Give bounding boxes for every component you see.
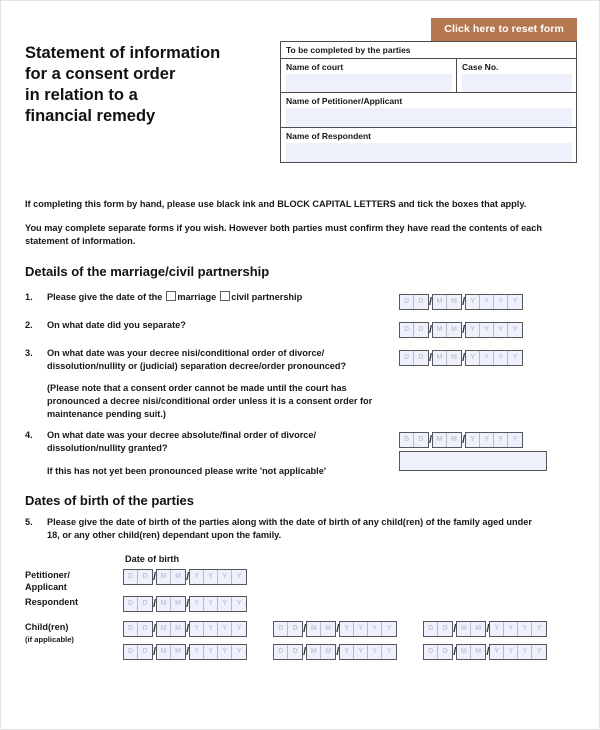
dob-date-petitioner-1-year-box-3[interactable]: Y xyxy=(218,570,232,584)
not-applicable-input[interactable] xyxy=(399,451,547,471)
dob-fields-respondent xyxy=(123,596,247,612)
question-4-text: On what date was your decree absolute/final order of divorce/ dissolution/nullity granted? xyxy=(47,430,317,453)
dob-date-petitioner-1-month-box-2[interactable]: M xyxy=(171,570,185,584)
date-q3-day-box-2[interactable]: D xyxy=(414,351,428,365)
date-q3[interactable] xyxy=(399,350,523,366)
dob-date-children-2-3-day[interactable] xyxy=(423,644,453,660)
dob-date-children-1-1[interactable] xyxy=(123,621,247,637)
reset-form-button[interactable]: Click here to reset form xyxy=(431,18,577,41)
dob-date-children-1-2-month-box-1[interactable]: M xyxy=(307,622,321,636)
dob-date-children-2-3-day-box-2[interactable]: D xyxy=(438,645,452,659)
dob-date-children-2-3-day-box-1[interactable]: D xyxy=(424,645,438,659)
dob-date-children-1-2-year-box-1[interactable]: Y xyxy=(340,622,354,636)
question-1-text xyxy=(47,291,385,304)
dob-label-respondent xyxy=(25,596,123,609)
date-q1-year-box-2[interactable]: Y xyxy=(480,295,494,309)
dob-date-children-1-3-year-box-2[interactable]: Y xyxy=(504,622,518,636)
dob-date-children-2-3-separator-1: / xyxy=(453,646,457,658)
dob-date-respondent-1-year-box-3[interactable]: Y xyxy=(218,597,232,611)
dob-fields-children-1 xyxy=(123,621,547,637)
date-q4-day-box-1[interactable]: D xyxy=(400,433,414,447)
date-q2[interactable] xyxy=(399,322,523,338)
dob-date-children-2-3-month[interactable] xyxy=(456,644,486,660)
dob-date-petitioner-1-day-box-1[interactable]: D xyxy=(124,570,138,584)
date-q2-separator-2: / xyxy=(462,324,466,336)
dob-date-children-2-3-year-box-1[interactable]: Y xyxy=(490,645,504,659)
dob-date-children-2-1-day[interactable] xyxy=(123,644,153,660)
date-q1-month-box-2[interactable]: M xyxy=(447,295,461,309)
dob-row-petitioner xyxy=(25,569,247,593)
respondent-cell xyxy=(281,128,576,162)
dob-date-respondent-1[interactable] xyxy=(123,596,247,612)
page-title-line-1: Statement of information xyxy=(25,44,221,62)
dob-date-children-1-2-year[interactable] xyxy=(339,621,397,637)
date-q4[interactable] xyxy=(399,432,523,448)
court-details-table xyxy=(280,41,577,163)
dob-date-children-1-3-separator-1: / xyxy=(453,623,457,635)
dob-date-children-2-2-year-box-1[interactable]: Y xyxy=(340,645,354,659)
dob-date-respondent-1-year[interactable] xyxy=(189,596,247,612)
dob-date-children-2-1-month[interactable] xyxy=(156,644,186,660)
dob-date-children-2-2-day-box-1[interactable]: D xyxy=(274,645,288,659)
dob-row-children-2 xyxy=(25,644,547,660)
question-1-prompt: Please give the date of the xyxy=(47,292,163,302)
checkbox-marriage[interactable] xyxy=(166,291,176,301)
dob-label-petitioner xyxy=(25,569,123,593)
dob-date-petitioner-1-separator-2: / xyxy=(186,571,190,583)
dob-date-petitioner-1-month[interactable] xyxy=(156,569,186,585)
date-q3-month[interactable] xyxy=(432,350,462,366)
date-q4-month-box-1[interactable]: M xyxy=(433,433,447,447)
date-q4-year[interactable] xyxy=(465,432,523,448)
dob-date-children-1-1-separator-1: / xyxy=(153,623,157,635)
dob-date-petitioner-1[interactable] xyxy=(123,569,247,585)
case-no-input[interactable] xyxy=(462,74,572,92)
respondent-row xyxy=(281,128,576,162)
date-q2-month-box-1[interactable]: M xyxy=(433,323,447,337)
dob-column-header: Date of birth xyxy=(125,554,180,564)
date-q2-year-box-1[interactable]: Y xyxy=(466,323,480,337)
dob-date-respondent-1-month-box-2[interactable]: M xyxy=(171,597,185,611)
dob-date-children-2-2[interactable] xyxy=(273,644,397,660)
dob-date-children-1-2-month[interactable] xyxy=(306,621,336,637)
date-q4-year-box-4[interactable]: Y xyxy=(508,433,522,447)
dob-date-children-2-3-year-box-2[interactable]: Y xyxy=(504,645,518,659)
dob-date-children-1-3-month-box-2[interactable]: M xyxy=(471,622,485,636)
dob-date-children-1-3-day[interactable] xyxy=(423,621,453,637)
date-q1-month[interactable] xyxy=(432,294,462,310)
page-title-line-4: financial remedy xyxy=(25,107,156,125)
dob-date-children-1-2-day[interactable] xyxy=(273,621,303,637)
dob-date-children-2-2-year[interactable] xyxy=(339,644,397,660)
date-q1-day-box-2[interactable]: D xyxy=(414,295,428,309)
question-4 xyxy=(25,429,395,478)
date-q2-year-box-4[interactable]: Y xyxy=(508,323,522,337)
dob-date-children-2-3-year-box-4[interactable]: Y xyxy=(532,645,546,659)
dob-date-children-2-3-separator-2: / xyxy=(486,646,490,658)
page-title-line-3: in relation to a xyxy=(25,86,138,104)
date-q2-month[interactable] xyxy=(432,322,462,338)
dob-date-children-1-3-separator-2: / xyxy=(486,623,490,635)
dob-date-petitioner-1-year-box-1[interactable]: Y xyxy=(190,570,204,584)
dob-date-petitioner-1-year[interactable] xyxy=(189,569,247,585)
date-q2-day-box-1[interactable]: D xyxy=(400,323,414,337)
dob-date-children-1-1-year[interactable] xyxy=(189,621,247,637)
instruction-paragraph-1: If completing this form by hand, please use black ink and BLOCK CAPITAL LETTERS and tick the boxes that apply. xyxy=(25,199,527,209)
date-q4-separator-2: / xyxy=(462,434,466,446)
checkbox-marriage-label: marriage xyxy=(177,292,217,302)
dob-date-children-1-3-year-box-4[interactable]: Y xyxy=(532,622,546,636)
dob-date-children-2-2-separator-1: / xyxy=(303,646,307,658)
date-q3-year-box-2[interactable]: Y xyxy=(480,351,494,365)
question-2-text: On what date did you separate? xyxy=(47,320,186,330)
dob-label-line-1: Respondent xyxy=(25,597,79,607)
checkbox-civil-partnership[interactable] xyxy=(220,291,230,301)
date-q2-separator-1: / xyxy=(429,324,433,336)
dob-date-children-1-1-day-box-2[interactable]: D xyxy=(138,622,152,636)
dob-date-children-2-1-separator-1: / xyxy=(153,646,157,658)
dob-date-children-2-1-year[interactable] xyxy=(189,644,247,660)
dob-label-line-1: Child(ren) xyxy=(25,622,69,632)
dob-date-children-2-3-year-box-3[interactable]: Y xyxy=(518,645,532,659)
dob-label-children-2 xyxy=(25,644,123,645)
dob-date-respondent-1-separator-2: / xyxy=(186,598,190,610)
dob-date-children-1-2-separator-2: / xyxy=(336,623,340,635)
dob-date-children-1-2-month-box-2[interactable]: M xyxy=(321,622,335,636)
name-of-court-cell xyxy=(281,59,457,92)
date-q1-year-box-4[interactable]: Y xyxy=(508,295,522,309)
date-q3-month-box-1[interactable]: M xyxy=(433,351,447,365)
dob-date-respondent-1-day-box-1[interactable]: D xyxy=(124,597,138,611)
question-5-text: Please give the date of birth of the parties along with the date of birth of any child(ren) of the family aged under 18, or any other child(ren) dependant upon the family. xyxy=(47,517,532,540)
date-q2-day[interactable] xyxy=(399,322,429,338)
dob-row-respondent xyxy=(25,596,247,612)
question-3-note: (Please note that a consent order cannot be made until the court has pronounced a decree nisi/conditional order unless it is a consent order for maintenance pending suit.) xyxy=(47,383,373,419)
dob-date-children-1-3-year-box-1[interactable]: Y xyxy=(490,622,504,636)
date-q3-separator-2: / xyxy=(462,352,466,364)
dob-date-children-2-1-separator-2: / xyxy=(186,646,190,658)
dob-date-children-2-2-month-box-1[interactable]: M xyxy=(307,645,321,659)
question-1 xyxy=(25,291,385,304)
case-no-cell xyxy=(457,59,576,92)
page-title xyxy=(25,41,275,127)
date-q3-month-box-2[interactable]: M xyxy=(447,351,461,365)
name-of-court-input[interactable] xyxy=(286,74,452,92)
dob-date-petitioner-1-year-box-4[interactable]: Y xyxy=(232,570,246,584)
date-q1-separator-2: / xyxy=(462,296,466,308)
court-table-caption: To be completed by the parties xyxy=(281,42,576,59)
dob-date-children-2-2-separator-2: / xyxy=(336,646,340,658)
question-3-number: 3. xyxy=(25,348,33,358)
dob-date-children-2-1-year-box-2[interactable]: Y xyxy=(204,645,218,659)
date-q1-year-box-1[interactable]: Y xyxy=(466,295,480,309)
petitioner-row xyxy=(281,93,576,128)
date-q1-separator-1: / xyxy=(429,296,433,308)
dob-date-respondent-1-year-box-1[interactable]: Y xyxy=(190,597,204,611)
dob-date-respondent-1-month-box-1[interactable]: M xyxy=(157,597,171,611)
dob-date-respondent-1-day[interactable] xyxy=(123,596,153,612)
dob-date-children-2-2-year-box-4[interactable]: Y xyxy=(382,645,396,659)
question-1-number: 1. xyxy=(25,292,33,302)
date-q1-month-box-1[interactable]: M xyxy=(433,295,447,309)
date-q3-day[interactable] xyxy=(399,350,429,366)
date-q2-year-box-2[interactable]: Y xyxy=(480,323,494,337)
date-q1-year-box-3[interactable]: Y xyxy=(494,295,508,309)
date-field-q4[interactable] xyxy=(399,428,523,448)
date-q4-separator-1: / xyxy=(429,434,433,446)
dob-date-children-2-1-day-box-2[interactable]: D xyxy=(138,645,152,659)
date-q3-year-box-3[interactable]: Y xyxy=(494,351,508,365)
question-5-number: 5. xyxy=(25,517,33,527)
dob-date-children-2-3[interactable] xyxy=(423,644,547,660)
dob-date-children-1-2-year-box-4[interactable]: Y xyxy=(382,622,396,636)
petitioner-cell xyxy=(281,93,576,127)
date-q4-year-box-2[interactable]: Y xyxy=(480,433,494,447)
dob-label-line-1: Petitioner/ xyxy=(25,570,70,580)
date-q1-year[interactable] xyxy=(465,294,523,310)
dob-date-respondent-1-separator-1: / xyxy=(153,598,157,610)
date-q3-year-box-1[interactable]: Y xyxy=(466,351,480,365)
dob-date-children-1-1-month-box-2[interactable]: M xyxy=(171,622,185,636)
date-q2-year[interactable] xyxy=(465,322,523,338)
dob-date-children-2-2-month-box-2[interactable]: M xyxy=(321,645,335,659)
dob-date-children-1-1-separator-2: / xyxy=(186,623,190,635)
dob-date-children-1-3-month[interactable] xyxy=(456,621,486,637)
dob-date-children-2-3-month-box-1[interactable]: M xyxy=(457,645,471,659)
section-heading-dob: Dates of birth of the parties xyxy=(25,493,195,508)
question-5 xyxy=(25,516,545,542)
dob-date-children-2-3-year[interactable] xyxy=(489,644,547,660)
date-q3-year-box-4[interactable]: Y xyxy=(508,351,522,365)
question-4-number: 4. xyxy=(25,430,33,440)
respondent-label: Name of Respondent xyxy=(286,131,372,141)
date-q3-year[interactable] xyxy=(465,350,523,366)
dob-date-children-1-3-day-box-1[interactable]: D xyxy=(424,622,438,636)
respondent-input[interactable] xyxy=(286,143,572,162)
question-3 xyxy=(25,347,395,421)
dob-date-children-2-1-month-box-1[interactable]: M xyxy=(157,645,171,659)
dob-date-children-1-1-year-box-2[interactable]: Y xyxy=(204,622,218,636)
question-2-number: 2. xyxy=(25,320,33,330)
dob-date-children-2-2-day[interactable] xyxy=(273,644,303,660)
dob-date-children-1-1-month[interactable] xyxy=(156,621,186,637)
dob-date-children-2-1-month-box-2[interactable]: M xyxy=(171,645,185,659)
dob-date-children-2-3-month-box-2[interactable]: M xyxy=(471,645,485,659)
dob-date-children-1-1-year-box-3[interactable]: Y xyxy=(218,622,232,636)
dob-date-petitioner-1-day[interactable] xyxy=(123,569,153,585)
dob-sublabel: (if applicable) xyxy=(25,634,74,644)
dob-date-children-2-2-year-box-3[interactable]: Y xyxy=(368,645,382,659)
name-of-court-label: Name of court xyxy=(286,62,344,72)
dob-date-children-1-2-year-box-2[interactable]: Y xyxy=(354,622,368,636)
dob-date-children-1-1-month-box-1[interactable]: M xyxy=(157,622,171,636)
reset-form-container xyxy=(431,18,577,41)
dob-date-children-1-1-day-box-1[interactable]: D xyxy=(124,622,138,636)
case-no-label: Case No. xyxy=(462,62,499,72)
petitioner-label: Name of Petitioner/Applicant xyxy=(286,96,403,106)
date-field-q3[interactable] xyxy=(399,346,523,366)
dob-date-children-1-2-year-box-3[interactable]: Y xyxy=(368,622,382,636)
dob-date-children-1-1-year-box-4[interactable]: Y xyxy=(232,622,246,636)
dob-label-children-1 xyxy=(25,621,123,645)
dob-date-children-1-2-separator-1: / xyxy=(303,623,307,635)
dob-fields-petitioner xyxy=(123,569,247,585)
date-q4-month[interactable] xyxy=(432,432,462,448)
date-q3-day-box-1[interactable]: D xyxy=(400,351,414,365)
dob-date-children-1-3[interactable] xyxy=(423,621,547,637)
dob-date-children-2-2-day-box-2[interactable]: D xyxy=(288,645,302,659)
dob-date-petitioner-1-day-box-2[interactable]: D xyxy=(138,570,152,584)
dob-date-children-1-2-day-box-1[interactable]: D xyxy=(274,622,288,636)
dob-date-children-1-1-year-box-1[interactable]: Y xyxy=(190,622,204,636)
date-q4-day[interactable] xyxy=(399,432,429,448)
date-q2-month-box-2[interactable]: M xyxy=(447,323,461,337)
checkbox-civil-partnership-label: civil partnership xyxy=(231,292,303,302)
date-q1-day[interactable] xyxy=(399,294,429,310)
dob-date-children-2-2-month[interactable] xyxy=(306,644,336,660)
dob-date-children-2-2-year-box-2[interactable]: Y xyxy=(354,645,368,659)
dob-date-children-1-3-year[interactable] xyxy=(489,621,547,637)
dob-date-children-1-3-year-box-3[interactable]: Y xyxy=(518,622,532,636)
dob-date-respondent-1-month[interactable] xyxy=(156,596,186,612)
dob-date-respondent-1-year-box-2[interactable]: Y xyxy=(204,597,218,611)
dob-date-petitioner-1-year-box-2[interactable]: Y xyxy=(204,570,218,584)
date-q4-year-box-1[interactable]: Y xyxy=(466,433,480,447)
dob-date-children-2-1-year-box-1[interactable]: Y xyxy=(190,645,204,659)
form-header xyxy=(25,41,577,163)
dob-date-respondent-1-year-box-4[interactable]: Y xyxy=(232,597,246,611)
question-3-text: On what date was your decree nisi/conditional order of divorce/ dissolution/nullity or (judicial) separation decree/order pronounced? xyxy=(47,348,347,371)
page-title-line-2: for a consent order xyxy=(25,65,176,83)
dob-date-children-2-1[interactable] xyxy=(123,644,247,660)
dob-date-children-1-3-month-box-1[interactable]: M xyxy=(457,622,471,636)
dob-row-children-1 xyxy=(25,621,547,645)
date-q1-day-box-1[interactable]: D xyxy=(400,295,414,309)
date-q4-year-box-3[interactable]: Y xyxy=(494,433,508,447)
court-case-row xyxy=(281,59,576,93)
dob-date-petitioner-1-separator-1: / xyxy=(153,571,157,583)
dob-date-children-1-2-day-box-2[interactable]: D xyxy=(288,622,302,636)
date-field-q1[interactable] xyxy=(399,290,523,310)
dob-date-children-1-3-day-box-2[interactable]: D xyxy=(438,622,452,636)
date-q3-separator-1: / xyxy=(429,352,433,364)
dob-date-children-2-1-day-box-1[interactable]: D xyxy=(124,645,138,659)
dob-label-line-2: Applicant xyxy=(25,581,67,592)
dob-date-children-1-2[interactable] xyxy=(273,621,397,637)
dob-date-children-2-1-year-box-3[interactable]: Y xyxy=(218,645,232,659)
date-q2-year-box-3[interactable]: Y xyxy=(494,323,508,337)
date-q4-month-box-2[interactable]: M xyxy=(447,433,461,447)
date-field-q2[interactable] xyxy=(399,318,523,338)
question-4-subtext: If this has not yet been pronounced please write 'not applicable' xyxy=(47,466,327,476)
date-q2-day-box-2[interactable]: D xyxy=(414,323,428,337)
dob-date-respondent-1-day-box-2[interactable]: D xyxy=(138,597,152,611)
date-q1[interactable] xyxy=(399,294,523,310)
instruction-paragraph-2: You may complete separate forms if you wish. However both parties must confirm they have read the contents of each statement of information. xyxy=(25,223,543,246)
question-2 xyxy=(25,319,385,332)
date-q4-day-box-2[interactable]: D xyxy=(414,433,428,447)
dob-date-children-1-1-day[interactable] xyxy=(123,621,153,637)
dob-date-children-2-1-year-box-4[interactable]: Y xyxy=(232,645,246,659)
dob-date-petitioner-1-month-box-1[interactable]: M xyxy=(157,570,171,584)
petitioner-input[interactable] xyxy=(286,108,572,127)
dob-fields-children-2 xyxy=(123,644,547,660)
section-heading-marriage: Details of the marriage/civil partnership xyxy=(25,264,270,279)
